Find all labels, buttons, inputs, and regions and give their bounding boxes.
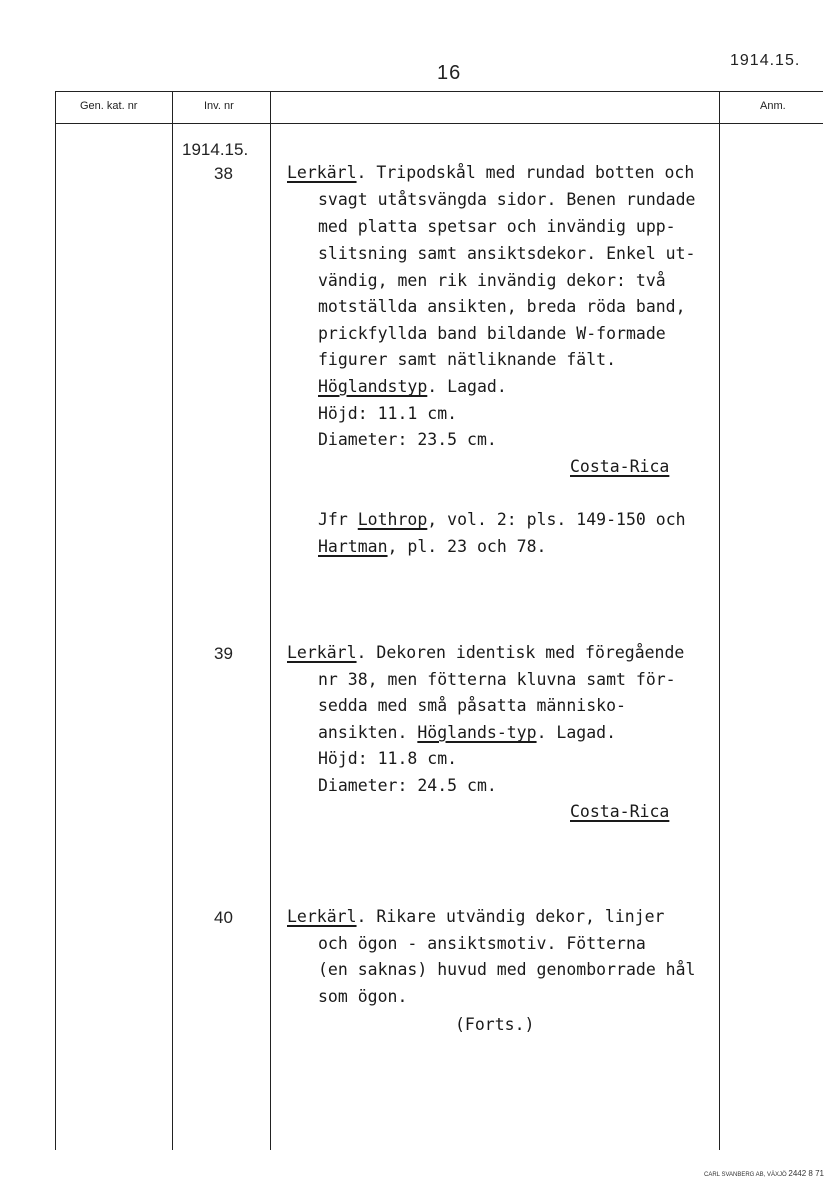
entry-38-line-2: svagt utåtsvängda sidor. Benen rundade (318, 190, 696, 209)
entry-40-title: Lerkärl (287, 907, 357, 926)
entry-39-type: Höglands-typ (417, 723, 537, 742)
entry-39-diameter: Diameter: 24.5 cm. (318, 776, 497, 795)
entry-38-ref-2: Hartman, pl. 23 och 78. (318, 537, 547, 556)
entry-38-line-9: Höglandstyp. Lagad. (318, 377, 507, 396)
inventory-prefix: 1914.15. (182, 140, 249, 159)
entry-38-line-4: slitsning samt ansiktsdekor. Enkel ut- (318, 244, 696, 263)
left-border (55, 91, 56, 1150)
entry-38-origin: Costa-Rica (570, 457, 670, 476)
entry-number-39: 39 (214, 644, 233, 663)
page-number: 16 (437, 62, 462, 84)
entry-38-title: Lerkärl (287, 163, 357, 182)
column-divider-inv (270, 91, 271, 1150)
entry-40-line-4: som ögon. (318, 987, 408, 1006)
entry-number-38: 38 (214, 164, 233, 183)
continued-note: (Forts.) (455, 1015, 535, 1034)
entry-39-line-2: nr 38, men fötterna kluvna samt för- (318, 670, 676, 689)
printer-mark: CARL SVANBERG AB, VÄXJÖ 2442 8 71 (704, 1169, 824, 1178)
entry-39-origin: Costa-Rica (570, 802, 670, 821)
entry-38-ref-1: Jfr Lothrop, vol. 2: pls. 149-150 och (318, 510, 686, 529)
entry-39-line-1: Lerkärl. Dekoren identisk med föregående (287, 643, 685, 662)
entry-39-line-3: sedda med små påsatta människo- (318, 696, 626, 715)
card-number: 1914.15. (730, 52, 801, 69)
entry-number-40: 40 (214, 908, 233, 927)
entry-38-line-6: motställda ansikten, breda röda band, (318, 297, 686, 316)
entry-40-line-1: Lerkärl. Rikare utvändig dekor, linjer (287, 907, 665, 926)
entry-38-line-1: Lerkärl. Tripodskål med rundad botten och (287, 163, 695, 182)
entry-40-line-3: (en saknas) huvud med genomborrade hål (318, 960, 696, 979)
entry-38-line-8: figurer samt nätliknande fält. (318, 350, 617, 369)
entry-38-line-3: med platta spetsar och invändig upp- (318, 217, 676, 236)
header-anm: Anm. (760, 100, 786, 112)
ref-hartman: Hartman (318, 537, 388, 556)
header-bottom-rule (55, 123, 823, 124)
entry-38-line-5: vändig, men rik invändig dekor: två (318, 271, 666, 290)
column-divider-anm (719, 91, 720, 1150)
column-divider-gen (172, 91, 173, 1150)
header-inv-nr: Inv. nr (204, 100, 234, 112)
entry-38-height: Höjd: 11.1 cm. (318, 404, 458, 423)
entry-38-type: Höglandstyp (318, 377, 428, 396)
entry-38-line-7: prickfyllda band bildande W-formade (318, 324, 666, 343)
entry-39-line-4: ansikten. Höglands-typ. Lagad. (318, 723, 617, 742)
entry-39-title: Lerkärl (287, 643, 357, 662)
header-gen-kat-nr: Gen. kat. nr (80, 100, 138, 112)
header-top-rule (55, 91, 823, 92)
ref-lothrop: Lothrop (357, 510, 428, 529)
entry-38-diameter: Diameter: 23.5 cm. (318, 430, 497, 449)
entry-39-height: Höjd: 11.8 cm. (318, 749, 458, 768)
entry-40-line-2: och ögon - ansiktsmotiv. Fötterna (318, 934, 646, 953)
